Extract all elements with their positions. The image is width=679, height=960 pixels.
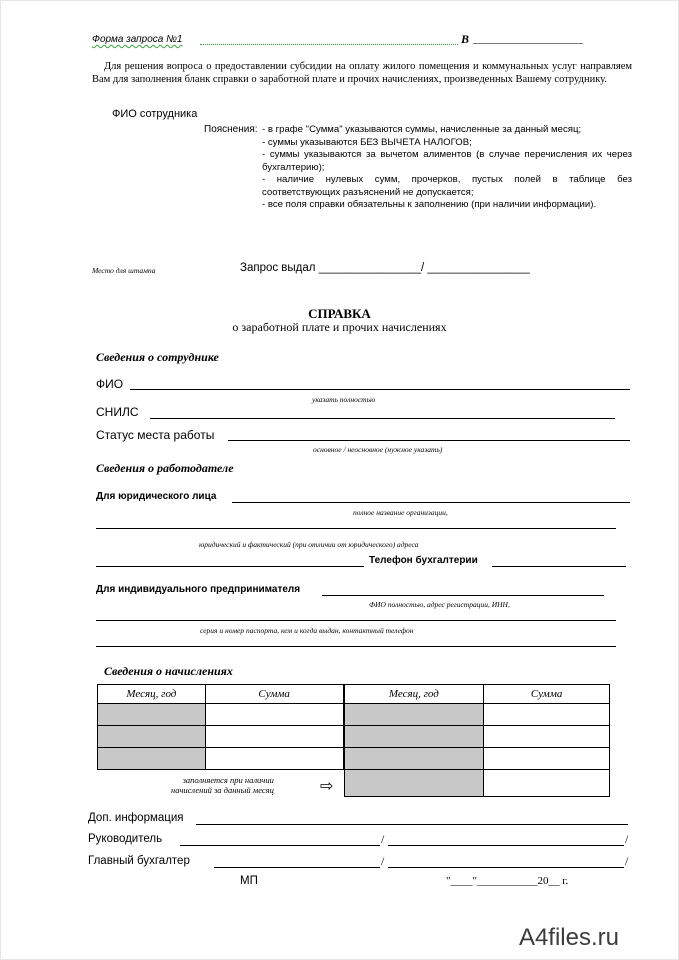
accountant-signature-field[interactable] — [214, 867, 380, 868]
note-item: - суммы указываются БЕЗ ВЫЧЕТА НАЛОГОВ; — [262, 136, 472, 148]
col-sum-header: Сумма — [484, 685, 610, 704]
notes-title: Пояснения: — [204, 124, 258, 135]
month-cell[interactable] — [344, 748, 484, 770]
sum-cell[interactable] — [205, 748, 343, 770]
extra-info-field[interactable] — [196, 824, 628, 825]
col-month-header: Месяц, год — [98, 685, 206, 704]
note-item: - все поля справки обязательны к заполнению (при наличии информации). — [262, 199, 597, 210]
accounting-phone-label: Телефон бухгалтерии — [369, 555, 478, 566]
snils-label: СНИЛС — [96, 405, 139, 419]
entrepreneur-hint-2: серия и номер паспорта, кем и когда выдан, контактный телефон — [200, 626, 414, 635]
entrepreneur-field[interactable] — [322, 595, 604, 596]
col-month-header: Месяц, год — [344, 685, 484, 704]
legal-entity-field-2[interactable] — [96, 528, 616, 529]
notes-list — [262, 124, 632, 212]
legal-entity-hint: полное название организации, — [353, 508, 448, 517]
stamp-mp-label: МП — [240, 875, 258, 887]
entrepreneur-hint-1: ФИО полностью, адрес регистрации, ИНН, — [369, 600, 510, 609]
month-cell[interactable] — [344, 704, 484, 726]
extra-info-label: Доп. информация — [88, 812, 184, 824]
sum-cell[interactable] — [484, 726, 610, 748]
month-cell[interactable] — [98, 748, 206, 770]
legal-entity-field[interactable] — [232, 502, 630, 503]
sum-cell[interactable] — [484, 704, 610, 726]
wavy-underline — [200, 44, 458, 45]
fio-field[interactable] — [130, 389, 630, 390]
work-status-field[interactable] — [228, 440, 630, 441]
watermark-text: A4files.ru — [518, 924, 619, 951]
chief-accountant-label: Главный бухгалтер — [88, 855, 190, 867]
address-hint: юридический и фактический (при отличии от юридического) адреса — [199, 540, 419, 549]
slash-divider: / — [625, 854, 629, 868]
note-item: - суммы указываются за вычетом алиментов (в случае перечисления их через бухгалтерию); — [262, 149, 632, 173]
accountant-name-field[interactable] — [388, 867, 624, 868]
table-row — [98, 726, 610, 748]
fill-note — [171, 775, 274, 795]
month-cell[interactable] — [344, 726, 484, 748]
sum-cell[interactable] — [484, 748, 610, 770]
table-row — [98, 748, 610, 770]
document-subtitle: о заработной плате и прочих начислениях — [232, 320, 447, 334]
director-label: Руководитель — [88, 833, 163, 845]
note-item: - в графе "Сумма" указываются суммы, начисленные за данный месяц; — [262, 124, 582, 135]
snils-field[interactable] — [150, 418, 615, 419]
date-line: "____"___________20__ г. — [446, 875, 569, 887]
sum-cell[interactable] — [205, 726, 343, 748]
slash-divider: / — [381, 854, 385, 868]
slash-divider: / — [625, 832, 629, 846]
section-employer-heading: Сведения о работодателе — [96, 461, 234, 475]
stamp-place-label: Место для штампа — [92, 266, 156, 275]
table-header-row — [98, 685, 610, 704]
fio-hint: указать полностью — [312, 395, 376, 404]
addressee-blank: ____________________ — [473, 33, 583, 45]
intro-paragraph: Для решения вопроса о предоставлении субсидии на оплату жилого помещения и коммунальных услуг направляем Вам для заполнения бланк справки о заработной плате и прочих начислениях, произведенных Вашему сотруднику. — [92, 61, 632, 85]
sum-cell[interactable] — [484, 770, 610, 797]
address-field[interactable] — [96, 566, 364, 567]
slash-divider: / — [381, 832, 385, 846]
document-title: СПРАВКА — [308, 306, 371, 321]
section-charges-heading: Сведения о начислениях — [104, 664, 233, 678]
work-status-label: Статус места работы — [96, 428, 215, 442]
accounting-phone-field[interactable] — [492, 566, 626, 567]
note-item: - наличие нулевых сумм, прочерков, пустых полей в таблице без соответствующих разъяснений не допускается; — [262, 174, 632, 198]
arrow-right-icon: ⇨ — [320, 776, 334, 795]
request-issued-line: Запрос выдал ________________/ ________________ — [240, 262, 530, 274]
fill-note-line-2: начислений за данный месяц — [171, 785, 274, 795]
fio-label: ФИО — [96, 377, 124, 391]
addressee-prefix: В — [461, 32, 470, 46]
entrepreneur-field-3[interactable] — [96, 646, 616, 647]
director-signature-field[interactable] — [180, 845, 380, 846]
sum-cell[interactable] — [205, 704, 343, 726]
table-row — [98, 704, 610, 726]
work-status-hint: основное / неосновное (нужное указать) — [313, 445, 443, 454]
month-cell[interactable] — [344, 770, 484, 797]
month-cell[interactable] — [98, 726, 206, 748]
entrepreneur-field-2[interactable] — [96, 620, 616, 621]
entrepreneur-label: Для индивидуального предпринимателя — [96, 584, 301, 595]
form-label: Форма запроса №1 — [92, 34, 183, 45]
fill-note-line-1: заполняется при наличии — [182, 775, 274, 785]
section-employee-heading: Сведения о сотруднике — [96, 350, 219, 364]
legal-entity-label: Для юридического лица — [96, 491, 217, 502]
month-cell[interactable] — [98, 704, 206, 726]
employee-name-label: ФИО сотрудника — [112, 108, 198, 120]
col-sum-header: Сумма — [205, 685, 343, 704]
director-name-field[interactable] — [388, 845, 624, 846]
